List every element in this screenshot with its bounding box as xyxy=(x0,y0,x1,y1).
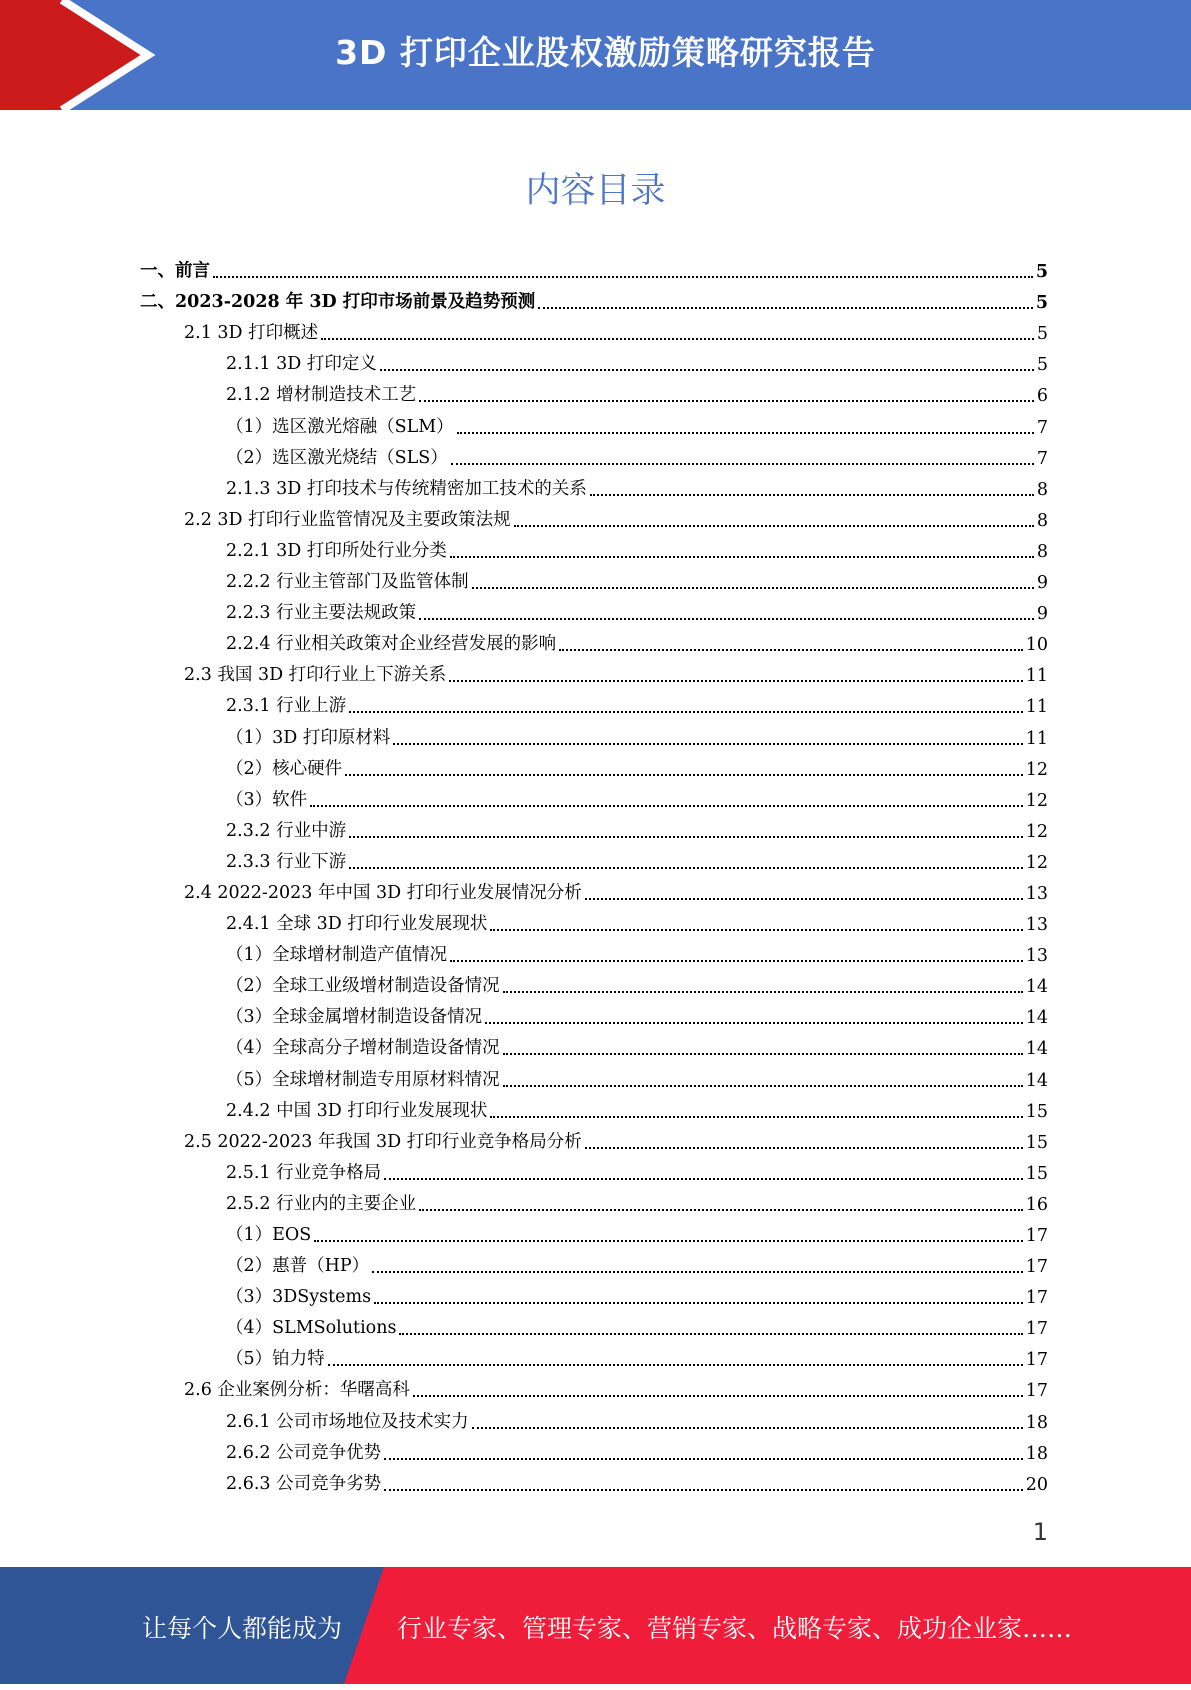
toc-dot-leader xyxy=(380,369,1034,371)
toc-entry-page: 12 xyxy=(1025,852,1048,873)
toc-entry-page: 15 xyxy=(1025,1163,1048,1184)
toc-entry[interactable] xyxy=(140,658,1048,689)
toc-entry-page: 6 xyxy=(1036,386,1048,407)
toc-entry-title: （3）软件 xyxy=(226,789,308,810)
toc-dot-leader xyxy=(449,680,1023,682)
toc-entry[interactable] xyxy=(140,720,1048,751)
toc-entry-page: 8 xyxy=(1036,510,1048,531)
header-band xyxy=(0,0,1191,110)
toc-entry-title: （1）选区激光熔融（SLM） xyxy=(226,416,454,437)
toc-entry[interactable] xyxy=(140,1280,1048,1311)
toc-entry-page: 17 xyxy=(1025,1257,1048,1278)
toc-entry-page: 17 xyxy=(1025,1288,1048,1309)
toc-entry[interactable] xyxy=(140,1404,1048,1435)
toc-entry-page: 7 xyxy=(1036,417,1048,438)
toc-entry-page: 10 xyxy=(1025,635,1048,656)
toc-entry-page: 18 xyxy=(1025,1443,1048,1464)
toc-dot-leader xyxy=(457,432,1034,434)
toc-dot-leader xyxy=(314,1240,1022,1242)
toc-dot-leader xyxy=(472,587,1034,589)
toc-dot-leader xyxy=(450,960,1023,962)
toc-dot-leader xyxy=(585,1147,1023,1149)
toc-dot-leader xyxy=(451,463,1034,465)
toc-entry-title: 2.3 我国 3D 打印行业上下游关系 xyxy=(184,665,447,686)
toc-entry[interactable] xyxy=(140,1187,1048,1218)
toc-entry-page: 17 xyxy=(1025,1226,1048,1246)
toc-dot-leader xyxy=(384,1458,1023,1460)
toc-dot-leader xyxy=(384,1178,1023,1180)
toc-entry[interactable] xyxy=(140,752,1048,783)
toc-entry-page: 17 xyxy=(1025,1381,1048,1402)
toc-entry-page: 15 xyxy=(1025,1132,1048,1153)
toc-entry[interactable] xyxy=(140,285,1048,316)
toc-entry[interactable] xyxy=(140,409,1048,440)
toc-entry-title: 2.1.3 3D 打印技术与传统精密加工技术的关系 xyxy=(226,478,587,499)
toc-dot-leader xyxy=(485,1022,1023,1024)
toc-entry-title: （4）SLMSolutions xyxy=(226,1318,397,1339)
toc-entry-title: （2）惠普（HP） xyxy=(226,1256,370,1277)
toc-entry[interactable] xyxy=(140,1467,1048,1498)
toc-entry-title: 一、前言 xyxy=(140,261,210,282)
toc-entry-page: 17 xyxy=(1025,1319,1048,1340)
toc-entry[interactable] xyxy=(140,1218,1048,1249)
toc-entry-title: 2.6.1 公司市场地位及技术实力 xyxy=(226,1411,469,1432)
toc-entry-page: 12 xyxy=(1025,821,1048,842)
toc-entry-title: 2.4.2 中国 3D 打印行业发展现状 xyxy=(226,1100,488,1121)
toc-dot-leader xyxy=(321,338,1034,340)
toc-dot-leader xyxy=(585,898,1023,900)
toc-entry-title: 2.3.1 行业上游 xyxy=(226,696,347,717)
toc-entry[interactable] xyxy=(140,845,1048,876)
toc-entry-title: 2.4 2022-2023 年中国 3D 打印行业发展情况分析 xyxy=(184,882,582,903)
toc-entry-page: 11 xyxy=(1025,666,1048,687)
toc-entry-page: 13 xyxy=(1025,915,1048,936)
toc-entry-title: 2.3.3 行业下游 xyxy=(226,851,347,872)
toc-dot-leader xyxy=(328,1364,1023,1366)
toc-dot-leader xyxy=(310,805,1023,807)
toc-entry-page: 13 xyxy=(1025,946,1048,967)
toc-entry[interactable] xyxy=(140,503,1048,534)
toc-entry-title: 2.2 3D 打印行业监管情况及主要政策法规 xyxy=(184,509,511,530)
toc-entry-title: （3）全球金属增材制造设备情况 xyxy=(226,1007,483,1028)
toc-entry-page: 5 xyxy=(1036,355,1048,376)
toc-entry-title: （3）3DSystems xyxy=(226,1287,372,1308)
toc-entry-title: 2.2.2 行业主管部门及监管体制 xyxy=(226,572,469,593)
toc-entry-page: 18 xyxy=(1025,1412,1048,1433)
toc-dot-leader xyxy=(514,525,1034,527)
toc-entry-page: 8 xyxy=(1036,479,1048,500)
toc-entry[interactable] xyxy=(140,472,1048,503)
toc-entry-title: 2.6.3 公司竞争劣势 xyxy=(226,1473,382,1494)
toc-heading: 内容目录 xyxy=(525,171,666,211)
toc-entry[interactable] xyxy=(140,1156,1048,1187)
toc-entry[interactable] xyxy=(140,969,1048,1000)
toc-entry-title: （2）选区激光烧结（SLS） xyxy=(226,447,448,468)
toc-entry-title: （4）全球高分子增材制造设备情况 xyxy=(226,1038,500,1059)
report-title: 3D 打印企业股权激励策略研究报告 xyxy=(335,33,876,72)
toc-dot-leader xyxy=(490,1116,1022,1118)
toc-dot-leader xyxy=(374,1302,1023,1304)
toc-entry[interactable] xyxy=(140,876,1048,907)
toc-entry-title: 2.1.1 3D 打印定义 xyxy=(226,354,377,375)
footer-slogan-right: 行业专家、管理专家、营销专家、战略专家、成功企业家…… xyxy=(397,1614,1073,1643)
toc-entry[interactable] xyxy=(140,347,1048,378)
toc-entry[interactable] xyxy=(140,1249,1048,1280)
toc-entry[interactable] xyxy=(140,1342,1048,1373)
toc-entry-title: （1）全球增材制造产值情况 xyxy=(226,945,448,966)
toc-entry-page: 9 xyxy=(1036,604,1048,625)
toc-entry-title: 2.6 企业案例分析：华曙高科 xyxy=(184,1380,410,1401)
toc-dot-leader xyxy=(450,556,1034,558)
toc-entry[interactable] xyxy=(140,596,1048,627)
toc-entry-page: 14 xyxy=(1025,1039,1048,1060)
toc-entry-title: 2.1 3D 打印概述 xyxy=(184,323,319,344)
toc-entry[interactable] xyxy=(140,1125,1048,1156)
toc-entry-title: 2.5 2022-2023 年我国 3D 打印行业竞争格局分析 xyxy=(184,1131,582,1152)
toc-dot-leader xyxy=(503,991,1023,993)
footer-slogan-left: 让每个人都能成为 xyxy=(142,1614,343,1643)
toc-entry-page: 11 xyxy=(1025,697,1048,718)
toc-entry[interactable] xyxy=(140,254,1048,285)
toc-entry-title: （1）3D 打印原材料 xyxy=(226,727,391,748)
toc-dot-leader xyxy=(399,1333,1022,1335)
toc-entry-title: （2）核心硬件 xyxy=(226,758,343,779)
toc-entry-page: 15 xyxy=(1025,1101,1048,1122)
toc-entry[interactable] xyxy=(140,316,1048,347)
toc-dot-leader xyxy=(213,276,1033,278)
toc-dot-leader xyxy=(372,1271,1023,1273)
toc-dot-leader xyxy=(419,400,1034,402)
toc-dot-leader xyxy=(413,1395,1023,1397)
toc-entry-page: 13 xyxy=(1025,883,1048,904)
toc-dot-leader xyxy=(503,1085,1023,1087)
toc-dot-leader xyxy=(538,307,1033,309)
toc-entry-title: 2.6.2 公司竞争优势 xyxy=(226,1442,382,1463)
toc-entry-page: 11 xyxy=(1025,728,1048,749)
toc-entry-page: 14 xyxy=(1025,977,1048,998)
toc-dot-leader xyxy=(349,836,1023,838)
toc-entry[interactable] xyxy=(140,783,1048,814)
toc-entry-title: 二、2023-2028 年 3D 打印市场前景及趋势预测 xyxy=(140,292,536,313)
toc-entry[interactable] xyxy=(140,907,1048,938)
page-number: 1 xyxy=(1032,1518,1048,1546)
toc-entry-page: 8 xyxy=(1036,541,1048,562)
footer-band xyxy=(0,1567,1191,1684)
toc-entry-title: 2.1.2 增材制造技术工艺 xyxy=(226,385,417,406)
toc-entry[interactable] xyxy=(140,1373,1048,1404)
toc-dot-leader xyxy=(419,618,1034,620)
toc-entry-title: （2）全球工业级增材制造设备情况 xyxy=(226,976,500,997)
toc-dot-leader xyxy=(345,774,1023,776)
toc-entry-page: 5 xyxy=(1035,262,1048,283)
toc-dot-leader xyxy=(419,1209,1023,1211)
toc-entry[interactable] xyxy=(140,378,1048,409)
toc-entry-page: 9 xyxy=(1036,573,1048,594)
toc-entry-title: （5）全球增材制造专用原材料情况 xyxy=(226,1069,500,1090)
toc-dot-leader xyxy=(349,711,1023,713)
toc-entry-page: 20 xyxy=(1025,1474,1048,1495)
table-of-contents xyxy=(140,254,1048,1498)
toc-entry[interactable] xyxy=(140,1031,1048,1062)
toc-entry-page: 7 xyxy=(1036,448,1048,469)
toc-entry-title: 2.2.4 行业相关政策对企业经营发展的影响 xyxy=(226,634,557,655)
toc-entry[interactable] xyxy=(140,1311,1048,1342)
toc-dot-leader xyxy=(393,743,1022,745)
toc-entry-page: 5 xyxy=(1035,293,1048,314)
toc-entry[interactable] xyxy=(140,814,1048,845)
toc-entry-title: 2.2.1 3D 打印所处行业分类 xyxy=(226,540,447,561)
toc-entry-title: 2.5.1 行业竞争格局 xyxy=(226,1162,382,1183)
toc-entry[interactable] xyxy=(140,1094,1048,1125)
toc-entry-title: 2.2.3 行业主要法规政策 xyxy=(226,603,417,624)
toc-entry-page: 12 xyxy=(1025,790,1048,811)
toc-entry-page: 14 xyxy=(1025,1070,1048,1091)
toc-entry-title: 2.5.2 行业内的主要企业 xyxy=(226,1193,417,1214)
toc-entry-title: 2.4.1 全球 3D 打印行业发展现状 xyxy=(226,914,488,935)
toc-entry[interactable] xyxy=(140,1000,1048,1031)
toc-dot-leader xyxy=(490,929,1022,931)
toc-entry[interactable] xyxy=(140,627,1048,658)
toc-entry[interactable] xyxy=(140,441,1048,472)
toc-entry-title: （5）铂力特 xyxy=(226,1349,325,1370)
toc-entry-title: 2.3.2 行业中游 xyxy=(226,820,347,841)
toc-entry-page: 5 xyxy=(1036,324,1048,345)
toc-dot-leader xyxy=(590,494,1034,496)
toc-entry[interactable] xyxy=(140,1436,1048,1467)
toc-dot-leader xyxy=(472,1427,1023,1429)
toc-entry-title: （1）EOS xyxy=(226,1225,312,1245)
toc-entry[interactable] xyxy=(140,1062,1048,1093)
toc-entry[interactable] xyxy=(140,565,1048,596)
toc-dot-leader xyxy=(349,867,1023,869)
toc-entry-page: 14 xyxy=(1025,1008,1048,1029)
toc-entry-page: 12 xyxy=(1025,759,1048,780)
toc-entry[interactable] xyxy=(140,534,1048,565)
toc-dot-leader xyxy=(559,649,1023,651)
toc-entry[interactable] xyxy=(140,938,1048,969)
toc-entry-page: 16 xyxy=(1025,1194,1048,1215)
toc-entry[interactable] xyxy=(140,689,1048,720)
toc-entry-page: 17 xyxy=(1025,1350,1048,1371)
toc-dot-leader xyxy=(503,1053,1023,1055)
toc-dot-leader xyxy=(384,1489,1023,1491)
